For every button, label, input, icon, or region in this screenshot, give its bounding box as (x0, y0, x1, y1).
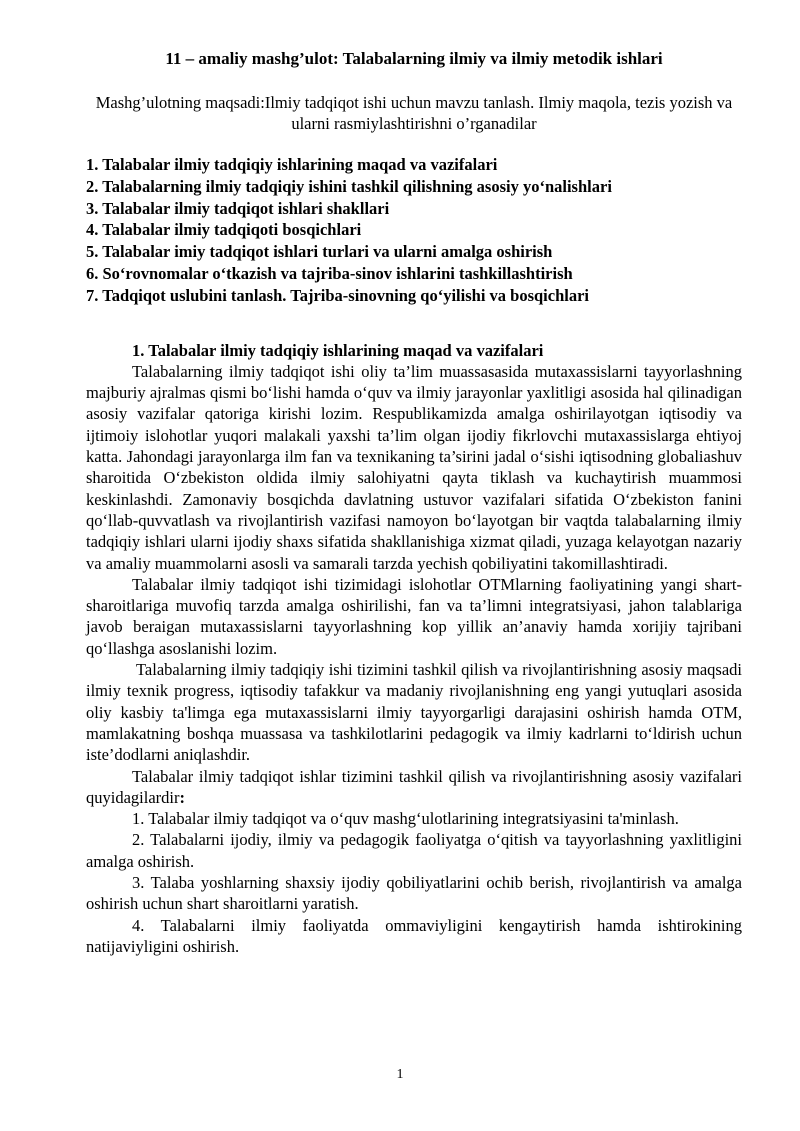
body-paragraph: Talabalar ilmiy tadqiqot ishi tizimidagi islohotlar OTMlarning faoliyatining yangi shart-sharoitlariga muvofiq tarzda amalga oshirilishi, fan va ta’limni integratsiyasi, jahon talablariga javob beraigan mutaxassislarni tayyorlashning kop yillik an’anaviy hamda xorijiy tajribani qo‘llashga asoslanishi lozim. (86, 574, 742, 658)
topic-item: 7. Tadqiqot uslubini tanlash. Tajriba-sinovning qo‘yilishi va bosqichlari (86, 285, 590, 305)
tasks-intro-text: Talabalar ilmiy tadqiqot ishlar tizimini tashkil qilish va rivojlantirishning asosiy vazifalari quyidagilardir (86, 766, 742, 807)
topic-item: 5. Talabalar imiy tadqiqot ishlari turlari va ularni amalga oshirish (86, 242, 553, 262)
body-paragraph: Talabalarning ilmiy tadqiqiy ishi tizimini tashkil qilish va rivojlantirishning asosiy maqsadi ilmiy texnik progress, iqtisodiy tafakkur va madaniy rivojlanishning eng yangi yutuqlari asosida oliy kasbiy ta'limga ega mutaxassislarni ilmiy tayyorgarligi darajasini oshirish hamda OTM, mamlakatning boshqa muassasa va tashkilotlarini pedagogik va ilmiy kadrlarni to‘ldirish uchun iste’dodlarni aniqlashdir. (86, 660, 742, 765)
tasks-intro-colon: : (179, 787, 185, 807)
task-item: 4. Talabalarni ilmiy faoliyatda ommaviyligini kengaytirish hamda ishtirokining natijaviyligini oshirish. (86, 915, 742, 956)
topic-item: 6. So‘rovnomalar o‘tkazish va tajriba-sinov ishlarini tashkillashtirish (86, 263, 573, 283)
topic-item: 3. Talabalar ilmiy tadqiqot ishlari shakllari (86, 198, 390, 218)
body-paragraph (86, 766, 742, 809)
page-number: 1 (396, 1067, 404, 1082)
topic-item: 2. Talabalarning ilmiy tadqiqiy ishini tashkil qilishning asosiy yo‘nalishlari (86, 176, 612, 196)
body-paragraph: Talabalarning ilmiy tadqiqot ishi oliy ta’lim muassasasida mutaxassislarni tayyorlashning majburiy ajralmas qismi bo‘lishi hamda o‘quv va ilmiy jarayonlar yaxlitligi asosida hal qilinadigan asosiy vazifalar qatoriga kirishi lozim. Respublikamizda amalga oshirilayotgan iqtisodiy va ijtimoiy islohotlar yuqori malakali yaxshi ta’lim olgan ijodiy fikrlovchi mutaxassislarga ehtiyoj katta. Jahondagi jarayonlarga ilm fan va texnikaning ta’sirini jadal o‘sishi iqtisodning globaliashuv sharoitida O‘zbekiston oldida ilmiy salohiyatni qayta tiklash va kuchaytirish muammosi keskinlashdi. Zamonaviy bosqichda davlatning ustuvor vazifalari sifatida O‘zbekiston fanini qo‘llab-quvvatlash va rivojlantirish vazifasi namoyon bo‘layotgan bir vaqtda talabalarning ilmiy tadqiqiy ishlari ularni ijodiy shaxs sifatida shakllanishiga xizmat qiladi, yuzaga kelayotgan nazariy va amaliy muammolarni asosli va samarali tarzda yechish qobiliyatini takomillashtiradi. (86, 361, 742, 573)
document-page (86, 48, 742, 957)
topic-list (86, 154, 742, 307)
page-title: 11 – amaliy mashg’ulot: Talabalarning ilmiy va ilmiy metodik ishlari (165, 49, 663, 68)
task-item: 1. Talabalar ilmiy tadqiqot va o‘quv mashg‘ulotlarining integratsiyasini ta'minlash. (132, 809, 679, 829)
lesson-purpose: Mashg’ulotning maqsadi:Ilmiy tadqiqot ishi uchun mavzu tanlash. Ilmiy maqola, tezis yozish va ularni rasmiylashtirishni o’rganadilar (95, 93, 733, 133)
topic-item: 4. Talabalar ilmiy tadqiqoti bosqichlari (86, 220, 362, 240)
task-item: 3. Talaba yoshlarning shaxsiy ijodiy qobiliyatlarini ochib berish, rivojlantirish va amalga oshirish uchun shart sharoitlarni yaratish. (86, 873, 742, 914)
task-item: 2. Talabalarni ijodiy, ilmiy va pedagogik faoliyatga o‘qitish va tayyorlashning yaxlitligini amalga oshirish. (86, 830, 742, 871)
topic-item: 1. Talabalar ilmiy tadqiqiy ishlarining maqad va vazifalari (86, 155, 498, 174)
section-heading: 1. Talabalar ilmiy tadqiqiy ishlarining maqad va vazifalari (132, 340, 544, 360)
